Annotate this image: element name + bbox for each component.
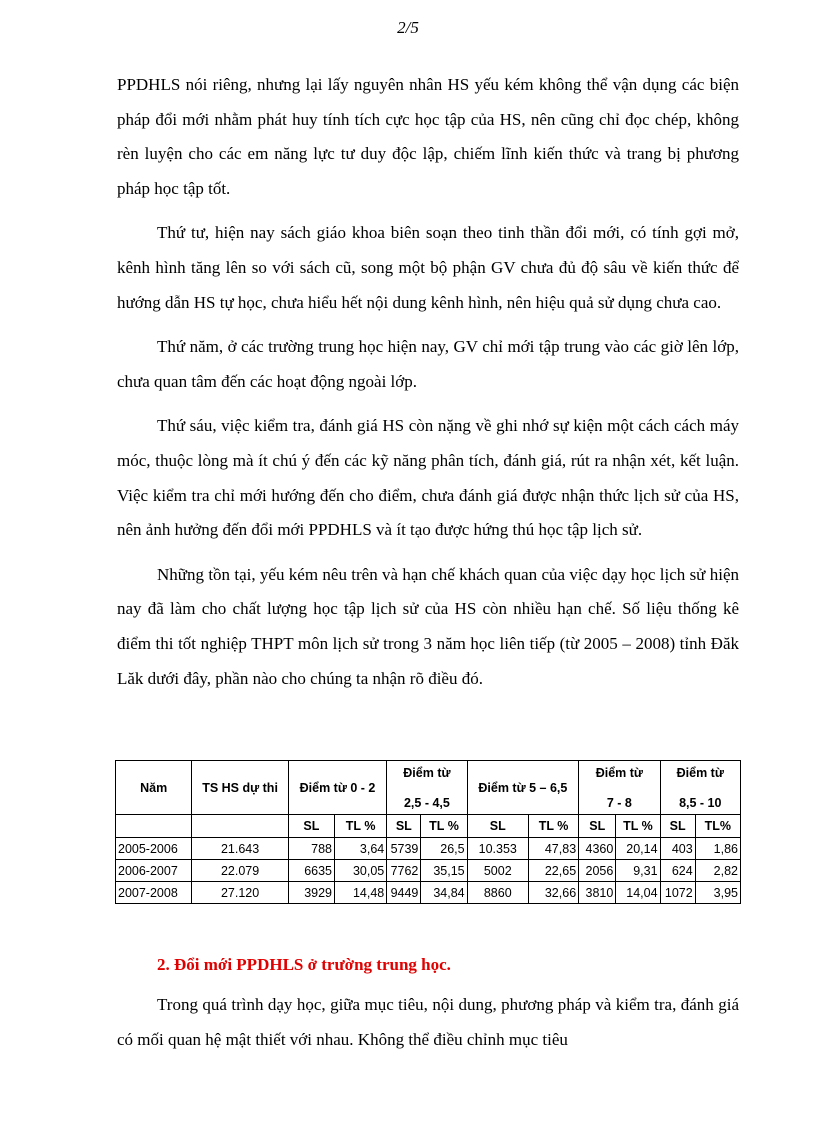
cell-value: 624 [660,860,695,882]
sub-sl: SL [660,815,695,838]
cell-value: 5739 [387,838,421,860]
paragraph-5: Những tồn tại, yếu kém nêu trên và hạn chế khách quan của việc dạy học lịch sử hiện nay đã làm cho chất lượng học tập lịch sử của HS còn nhiều hạn chế. Số liệu thống kê điểm thi tốt nghiệp THPT môn lịch sử trong 3 năm học liên tiếp (từ 2005 – 2008) tỉnh Đăk Lăk dưới đây, phần nào cho chúng ta nhận rõ điều đó. [117,564,739,688]
paragraph-1: PPDHLS nói riêng, nhưng lại lấy nguyên nhân HS yếu kém không thể vận dụng các biện pháp đổi mới nhằm phát huy tính tích cực học tập của HS, nên cũng chỉ đọc chép, không rèn luyện cho các em năng lực tư duy độc lập, chiếm lĩnh kiến thức và trang bị phương pháp học tập tốt. [117,75,739,198]
header-score-2-5-4-5: Điểm từ 2,5 - 4,5 [387,761,467,815]
cell-value: 30,05 [335,860,387,882]
table-row [116,838,741,860]
cell-value: 9,31 [616,860,660,882]
table-header-row [116,761,741,815]
cell-value: 35,15 [421,860,467,882]
cell-value: 403 [660,838,695,860]
cell-value: 5002 [467,860,528,882]
sub-sl: SL [288,815,334,838]
sub-sl: SL [387,815,421,838]
cell-value: 2,82 [695,860,740,882]
table-subheader-row [116,815,741,838]
table-row [116,882,741,904]
closing-paragraph: Trong quá trình dạy học, giữa mục tiêu, nội dung, phương pháp và kiểm tra, đánh giá có mối quan hệ mật thiết với nhau. Không thể điều chỉnh mục tiêu [117,995,739,1049]
header-score-7-8: Điểm từ 7 - 8 [579,761,660,815]
cell-value: 32,66 [528,882,578,904]
paragraph-2: Thứ tư, hiện nay sách giáo khoa biên soạn theo tinh thần đổi mới, có tính gợi mở, kênh hình tăng lên so với sách cũ, song một bộ phận GV chưa đủ độ sâu về kiến thức để hướng dẫn HS tự học, chưa hiểu hết nội dung kênh hình, nên hiệu quả sử dụng chưa cao. [117,223,739,312]
cell-value: 20,14 [616,838,660,860]
header-score-8-5-10: Điểm từ 8,5 - 10 [660,761,740,815]
cell-value: 4360 [579,838,616,860]
cell-year: 2005-2006 [116,838,192,860]
sub-sl: SL [579,815,616,838]
sub-tl: TL% [695,815,740,838]
cell-value: 3,95 [695,882,740,904]
cell-value: 6635 [288,860,334,882]
cell-value: 3929 [288,882,334,904]
sub-tl: TL % [335,815,387,838]
cell-total: 21.643 [192,838,288,860]
exam-statistics-table [115,760,741,904]
closing-text [117,988,739,1057]
sub-sl: SL [467,815,528,838]
cell-value: 14,04 [616,882,660,904]
sub-tl: TL % [528,815,578,838]
body-text [117,68,739,696]
cell-total: 27.120 [192,882,288,904]
section-heading: 2. Đổi mới PPDHLS ở trường trung học. [157,955,451,974]
paragraph-4: Thứ sáu, việc kiểm tra, đánh giá HS còn nặng về ghi nhớ sự kiện một cách cách máy móc, thuộc lòng mà ít chú ý đến các kỹ năng phân tích, đánh giá, rút ra nhận xét, kết luận. Việc kiểm tra chỉ mới hướng đến cho điểm, chưa đánh giá được nhận thức lịch sử của HS, nên ảnh hưởng đến đổi mới PPDHLS và ít tạo được hứng thú học tập lịch sử. [117,416,739,540]
cell-value: 47,83 [528,838,578,860]
header-score-5-6-5: Điểm từ 5 – 6,5 [467,761,579,815]
sub-tl: TL % [421,815,467,838]
cell-value: 10.353 [467,838,528,860]
cell-value: 14,48 [335,882,387,904]
header-year: Năm [116,761,192,815]
paragraph-3: Thứ năm, ở các trường trung học hiện nay, GV chỉ mới tập trung vào các giờ lên lớp, chưa quan tâm đến các hoạt động ngoài lớp. [117,337,739,391]
cell-value: 3810 [579,882,616,904]
cell-value: 1,86 [695,838,740,860]
cell-value: 7762 [387,860,421,882]
page-number: 2/5 [397,18,419,37]
cell-value: 22,65 [528,860,578,882]
cell-value: 788 [288,838,334,860]
table-row [116,860,741,882]
header-score-0-2: Điểm từ 0 - 2 [288,761,386,815]
cell-year: 2006-2007 [116,860,192,882]
cell-value: 34,84 [421,882,467,904]
cell-value: 1072 [660,882,695,904]
cell-value: 9449 [387,882,421,904]
header-total: TS HS dự thi [192,761,288,815]
cell-year: 2007-2008 [116,882,192,904]
cell-value: 3,64 [335,838,387,860]
cell-value: 26,5 [421,838,467,860]
cell-total: 22.079 [192,860,288,882]
cell-value: 8860 [467,882,528,904]
sub-tl: TL % [616,815,660,838]
cell-value: 2056 [579,860,616,882]
